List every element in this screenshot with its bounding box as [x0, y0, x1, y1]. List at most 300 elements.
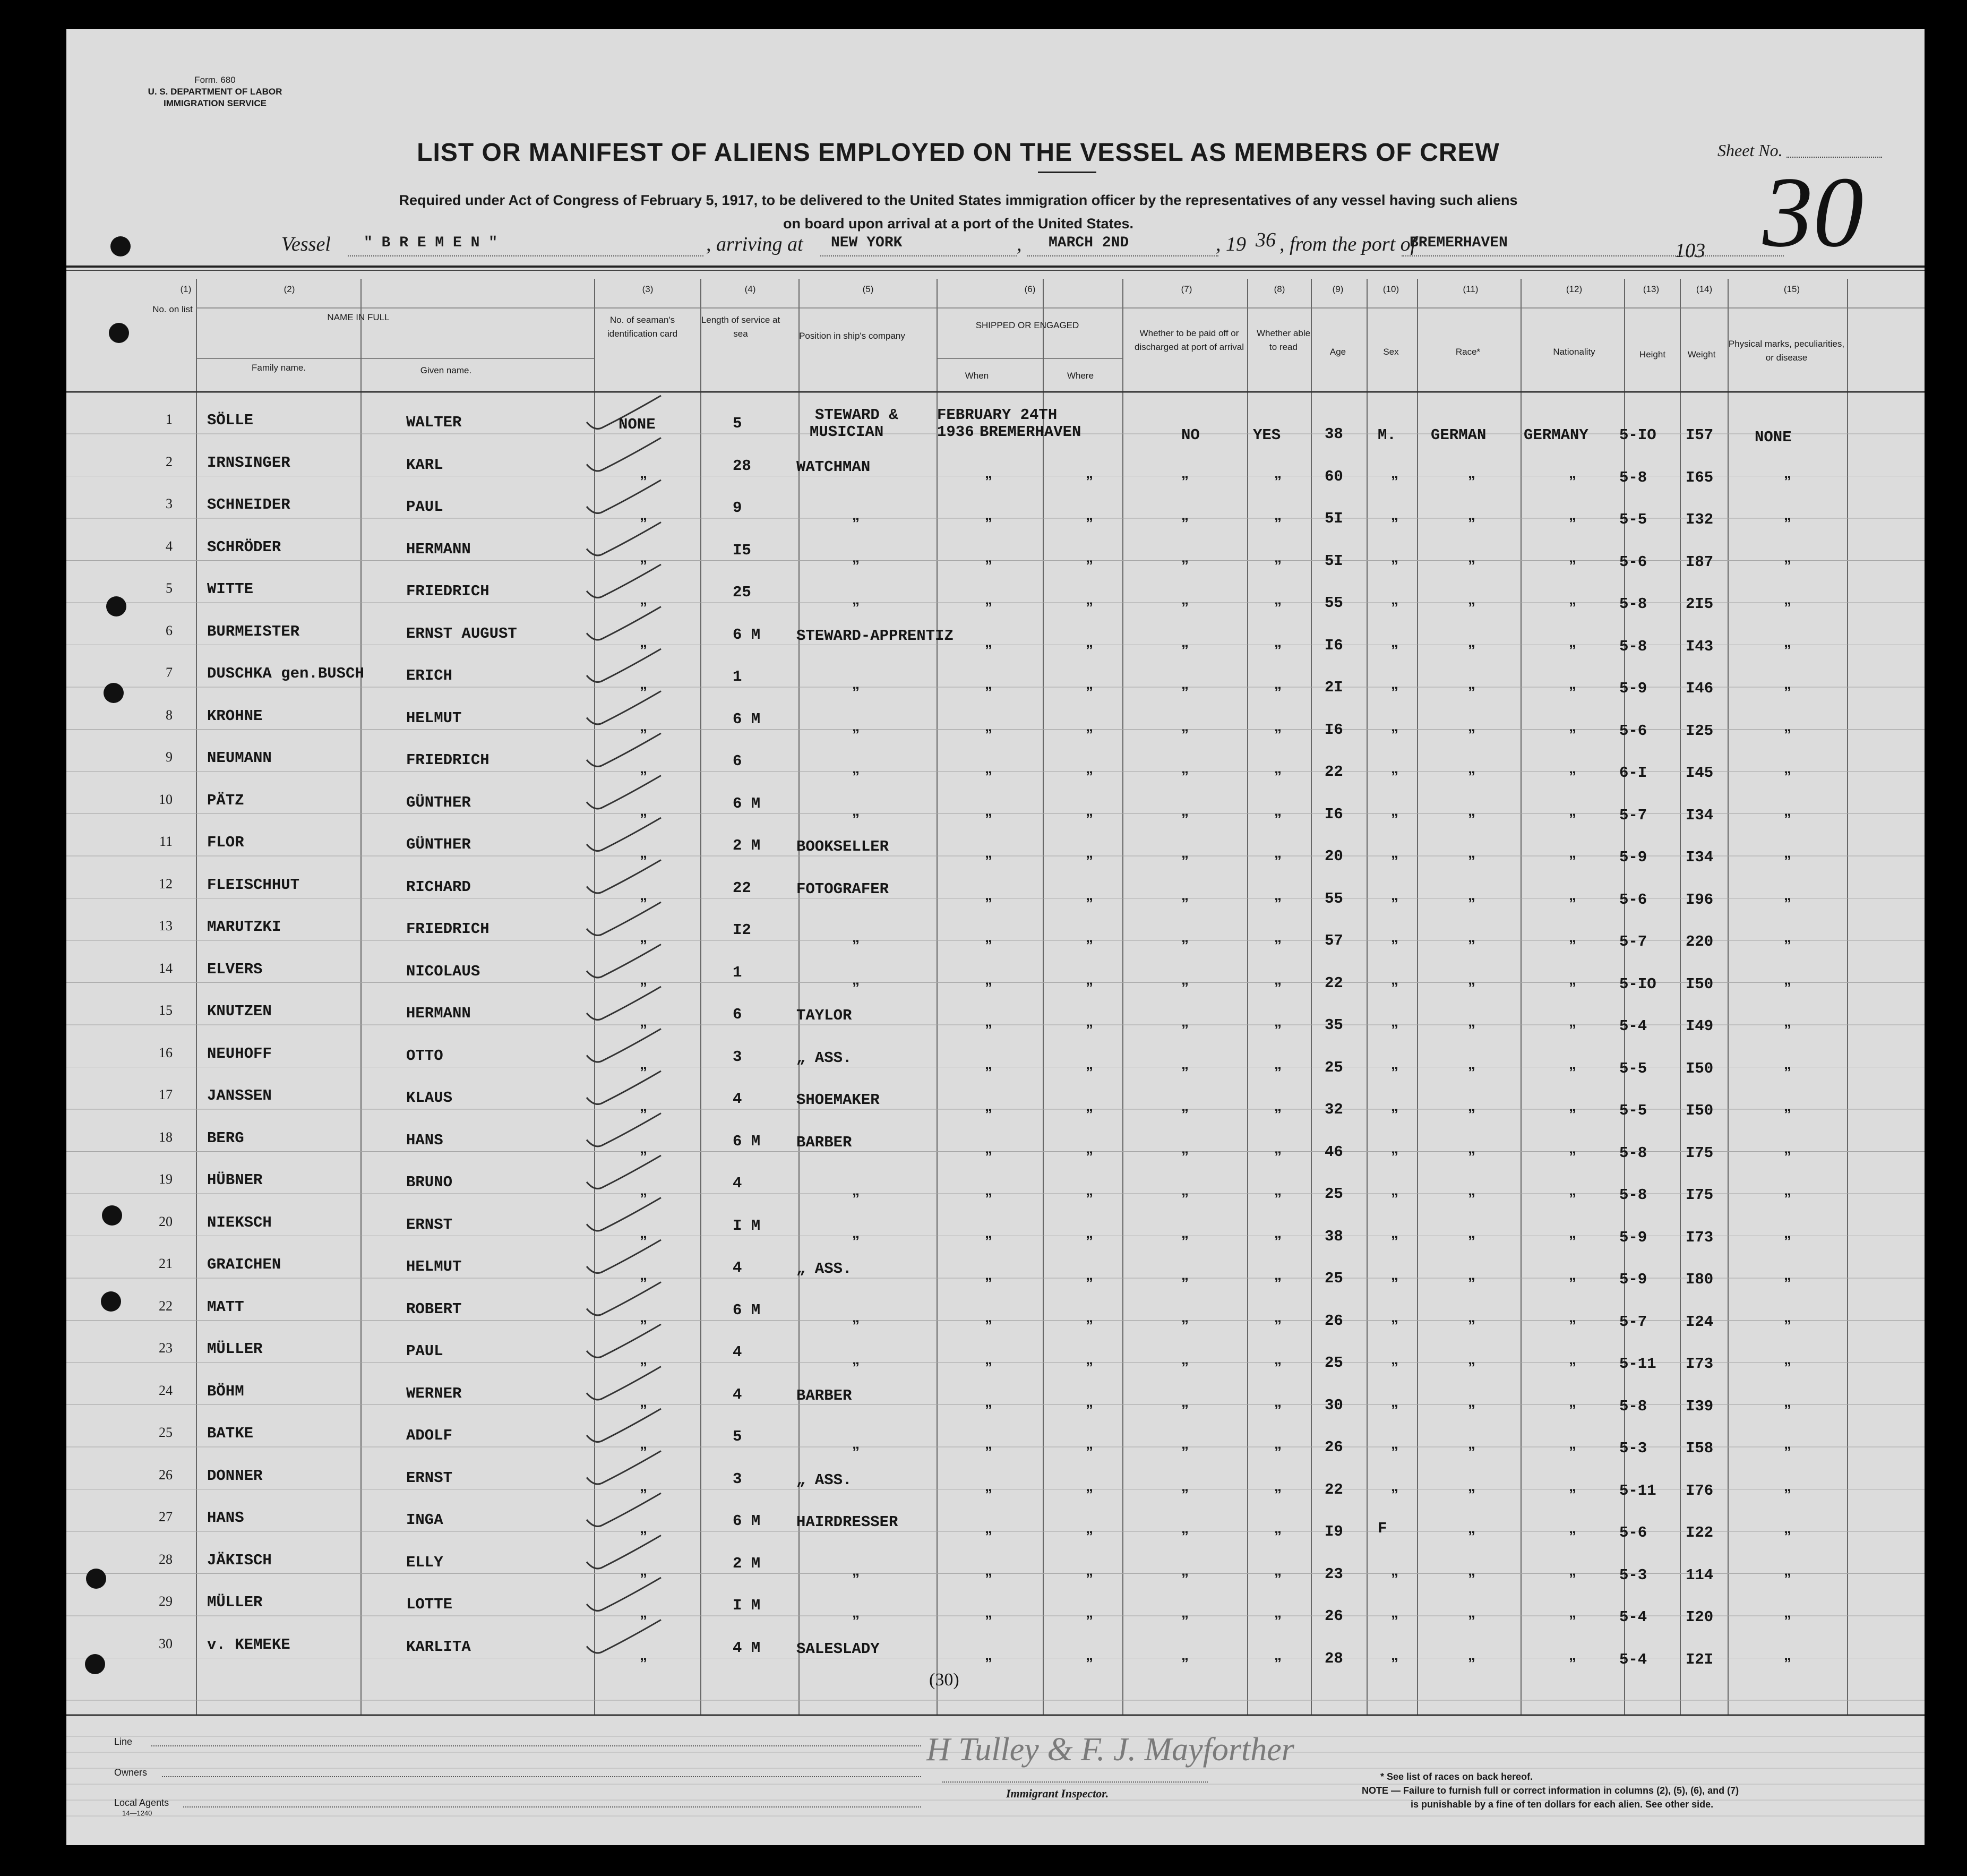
row1-physical: NONE	[1755, 429, 1792, 446]
height: 5-9	[1619, 1228, 1647, 1246]
where-ditto: „	[1086, 929, 1093, 945]
id-card-ditto: „	[640, 591, 647, 607]
height: 5-3	[1619, 1440, 1647, 1457]
paid-off-ditto: „	[1181, 1098, 1189, 1114]
row-number: 19	[159, 1171, 173, 1187]
weight: I50	[1686, 1059, 1714, 1077]
given-name: HANS	[406, 1131, 443, 1149]
height: 5-7	[1619, 1313, 1647, 1331]
race-ditto: „	[1468, 549, 1475, 566]
paid-off-ditto: „	[1181, 1308, 1189, 1325]
nationality-ditto: „	[1569, 1098, 1576, 1114]
nationality-ditto: „	[1569, 717, 1576, 734]
race-ditto: „	[1468, 717, 1475, 734]
weight: I65	[1686, 468, 1714, 486]
height: 5-8	[1619, 637, 1647, 655]
paid-off-ditto: „	[1181, 971, 1189, 988]
height: 5-9	[1619, 680, 1647, 697]
read-ditto: „	[1274, 1308, 1282, 1325]
id-card-ditto: „	[640, 1351, 647, 1367]
age: 25	[1325, 1185, 1343, 1203]
checkmark-icon	[587, 1324, 661, 1357]
where-ditto: „	[1086, 1055, 1093, 1072]
position-ditto: „	[852, 1182, 860, 1198]
id-card-ditto: „	[640, 844, 647, 861]
sex-ditto: „	[1391, 1604, 1398, 1621]
read-ditto: „	[1274, 591, 1282, 607]
sex-ditto: „	[1391, 591, 1398, 607]
physical-ditto: „	[1784, 971, 1791, 988]
age: I6	[1325, 805, 1343, 823]
checkmark-icon	[587, 902, 661, 935]
where-ditto: „	[1086, 1351, 1093, 1367]
position-ditto: „	[852, 1435, 860, 1452]
height: 6-I	[1619, 764, 1647, 782]
age: 5I	[1325, 552, 1343, 570]
vessel-name: " B R E M E N "	[364, 235, 498, 251]
age: 32	[1325, 1101, 1343, 1118]
row1-id-card: NONE	[619, 416, 656, 433]
weight: I73	[1686, 1228, 1714, 1246]
race-ditto: „	[1468, 1055, 1475, 1072]
row1-nationality: GERMANY	[1524, 426, 1588, 444]
sex-ditto: „	[1391, 549, 1398, 566]
checkmark-icon	[587, 1071, 661, 1104]
row-number: 22	[159, 1298, 173, 1314]
weight: I25	[1686, 722, 1714, 740]
subtitle-line-1: Required under Act of Congress of February 5, 1917, to be delivered to the United States immigration officer by the representatives of any vessel having such aliens	[399, 192, 1518, 208]
column-number: (12)	[1566, 284, 1583, 294]
family-name: DONNER	[207, 1467, 263, 1485]
note-label: NOTE —	[1362, 1785, 1401, 1796]
weight: I49	[1686, 1017, 1714, 1035]
weight: I73	[1686, 1355, 1714, 1373]
owners-field	[162, 1776, 921, 1777]
read-ditto: „	[1274, 1477, 1282, 1494]
weight: I24	[1686, 1313, 1714, 1331]
given-name: ERNST	[406, 1469, 453, 1487]
when-ditto: „	[985, 1140, 992, 1157]
arriving-label: , arriving at	[706, 233, 803, 255]
height: 5-11	[1619, 1481, 1656, 1500]
id-card-ditto: „	[640, 1055, 647, 1072]
sex-ditto: „	[1391, 971, 1398, 988]
position: WATCHMAN	[796, 458, 871, 476]
checkmark-icon	[587, 1029, 661, 1062]
arrival-date: MARCH 2ND	[1049, 235, 1129, 251]
race-ditto: „	[1468, 675, 1475, 692]
col-family-header: Family name.	[251, 363, 306, 373]
row-number: 5	[166, 580, 173, 596]
read-ditto: „	[1274, 1013, 1282, 1030]
read-ditto: „	[1274, 802, 1282, 819]
family-name: ELVERS	[207, 960, 263, 978]
family-name: KNUTZEN	[207, 1003, 272, 1020]
length-of-service: 3	[733, 1470, 742, 1488]
given-name: GÜNTHER	[406, 836, 471, 853]
paid-off-ditto: „	[1181, 717, 1189, 734]
row1-paid-off: NO	[1181, 426, 1200, 444]
when-ditto: „	[985, 1393, 992, 1410]
where-ditto: „	[1086, 633, 1093, 650]
row-number: 1	[166, 412, 173, 427]
length-of-service: 4	[733, 1343, 742, 1361]
position: TAYLOR	[796, 1007, 852, 1024]
checkmark-icon	[587, 607, 661, 640]
sex-ditto: „	[1391, 1646, 1398, 1663]
read-ditto: „	[1274, 886, 1282, 903]
read-ditto: „	[1274, 1224, 1282, 1241]
length-of-service: 6 M	[733, 1132, 761, 1150]
col-race-header: Race*	[1455, 347, 1481, 357]
length-of-service: 1	[733, 668, 742, 686]
family-name: v. KEMEKE	[207, 1635, 290, 1654]
nationality-ditto: „	[1569, 1308, 1576, 1325]
family-name: HÜBNER	[207, 1171, 263, 1189]
row-number: 13	[159, 918, 173, 933]
binder-hole	[104, 683, 124, 703]
position-ditto: „	[852, 929, 860, 945]
col-nationality-header: Nationality	[1553, 347, 1595, 357]
family-name: NEUMANN	[207, 749, 272, 767]
nationality-ditto: „	[1569, 1266, 1576, 1283]
length-of-service: I5	[733, 541, 751, 559]
weight: I57	[1686, 426, 1714, 444]
when-ditto: „	[985, 760, 992, 776]
position: BOOKSELLER	[796, 838, 889, 855]
physical-ditto: „	[1784, 675, 1791, 692]
paid-off-ditto: „	[1181, 1224, 1189, 1241]
when-ditto: „	[985, 633, 992, 650]
height: 5-8	[1619, 1186, 1647, 1204]
physical-ditto: „	[1784, 717, 1791, 734]
row1-when-1: FEBRUARY 24TH	[937, 406, 1058, 424]
id-card-ditto: „	[640, 633, 647, 650]
race-ditto: „	[1468, 971, 1475, 988]
given-name: BRUNO	[406, 1173, 453, 1191]
checkmark-icon	[587, 1493, 661, 1526]
race-ditto: „	[1468, 844, 1475, 861]
family-name: PÄTZ	[207, 791, 244, 809]
where-ditto: „	[1086, 760, 1093, 776]
column-number: (15)	[1783, 284, 1800, 294]
given-name: HERMANN	[406, 540, 471, 558]
position: BARBER	[796, 1133, 852, 1151]
physical-ditto: „	[1784, 1308, 1791, 1325]
position-ditto: „	[852, 802, 860, 819]
given-name: NICOLAUS	[406, 962, 480, 980]
when-ditto: „	[985, 591, 992, 607]
row-number: 29	[159, 1594, 173, 1609]
length-of-service: I2	[733, 921, 751, 939]
position-ditto: „	[852, 1308, 860, 1325]
height: 5-4	[1619, 1017, 1647, 1035]
id-card-ditto: „	[640, 1435, 647, 1452]
when-ditto: „	[985, 971, 992, 988]
height: 5-6	[1619, 890, 1647, 909]
length-of-service: 2 M	[733, 837, 761, 854]
from-label: , from the port of	[1279, 233, 1416, 255]
agents-field	[183, 1806, 921, 1808]
height: 5-6	[1619, 722, 1647, 740]
id-card-ditto: „	[640, 1520, 647, 1536]
col-paidoff-header: Whether to be paid off or discharged at port of arrival	[1135, 328, 1244, 352]
where-ditto: „	[1086, 1266, 1093, 1283]
inspector-label: Immigrant Inspector.	[1006, 1787, 1109, 1800]
where-ditto: „	[1086, 1393, 1093, 1410]
family-name: HANS	[207, 1509, 244, 1527]
weight: I75	[1686, 1186, 1714, 1204]
binder-hole	[106, 596, 126, 616]
id-card-ditto: „	[640, 1562, 647, 1579]
where-ditto: „	[1086, 1646, 1093, 1663]
col-given-header: Given name.	[420, 365, 472, 375]
where-ditto: „	[1086, 1224, 1093, 1241]
physical-ditto: „	[1784, 844, 1791, 861]
row-number: 14	[159, 960, 173, 976]
where-ditto: „	[1086, 591, 1093, 607]
height: 5-6	[1619, 553, 1647, 571]
family-name: BURMEISTER	[207, 622, 300, 640]
physical-ditto: „	[1784, 1098, 1791, 1114]
age: 22	[1325, 974, 1343, 992]
sex-ditto: „	[1391, 1140, 1398, 1157]
row1-sex: M.	[1378, 426, 1396, 444]
id-card-ditto: „	[640, 464, 647, 481]
age: 30	[1325, 1396, 1343, 1414]
read-ditto: „	[1274, 1393, 1282, 1410]
paid-off-ditto: „	[1181, 886, 1189, 903]
id-card-ditto: „	[640, 1013, 647, 1030]
row1-race: GERMAN	[1431, 426, 1487, 444]
position: BARBER	[796, 1386, 852, 1404]
age: 2I	[1325, 679, 1343, 696]
family-name: FLOR	[207, 834, 244, 851]
checkmark-icon	[587, 1282, 661, 1315]
position: „ ASS.	[796, 1260, 852, 1278]
read-ditto: „	[1274, 1140, 1282, 1157]
checkmark-icon	[587, 1198, 661, 1231]
given-name: WALTER	[406, 414, 462, 431]
id-card-ditto: „	[640, 1477, 647, 1494]
paid-off-ditto: „	[1181, 1351, 1189, 1367]
physical-ditto: „	[1784, 1140, 1791, 1157]
height: 5-8	[1619, 468, 1647, 486]
nationality-ditto: „	[1569, 1140, 1576, 1157]
family-name: KROHNE	[207, 707, 263, 725]
race-ditto: „	[1468, 1098, 1475, 1114]
row-number: 3	[166, 496, 173, 511]
read-ditto: „	[1274, 1055, 1282, 1072]
physical-ditto: „	[1784, 1520, 1791, 1536]
height: 5-4	[1619, 1650, 1647, 1668]
given-name: ERICH	[406, 667, 453, 684]
given-name: ERNST	[406, 1215, 453, 1233]
checkmark-icon	[587, 1409, 661, 1442]
race-ditto: „	[1468, 591, 1475, 607]
nationality-ditto: „	[1569, 760, 1576, 776]
id-card-ditto: „	[640, 1224, 647, 1241]
when-ditto: „	[985, 802, 992, 819]
where-ditto: „	[1086, 1477, 1093, 1494]
row1-position-1: STEWARD &	[815, 406, 898, 424]
race-ditto: „	[1468, 1266, 1475, 1283]
nationality-ditto: „	[1569, 464, 1576, 481]
physical-ditto: „	[1784, 1351, 1791, 1367]
given-name: HELMUT	[406, 1258, 462, 1275]
physical-ditto: „	[1784, 1562, 1791, 1579]
row-number: 10	[159, 791, 173, 807]
read-ditto: „	[1274, 717, 1282, 734]
paid-off-ditto: „	[1181, 844, 1189, 861]
id-card-ditto: „	[640, 971, 647, 988]
race-ditto: „	[1468, 1393, 1475, 1410]
id-card-ditto: „	[640, 760, 647, 776]
physical-ditto: „	[1784, 1477, 1791, 1494]
nationality-ditto: „	[1569, 549, 1576, 566]
weight: I50	[1686, 975, 1714, 993]
weight: I34	[1686, 806, 1714, 824]
read-ditto: „	[1274, 971, 1282, 988]
binder-hole	[102, 1205, 122, 1226]
physical-ditto: „	[1784, 633, 1791, 650]
age: 26	[1325, 1438, 1343, 1456]
race-ditto: „	[1468, 633, 1475, 650]
length-of-service: 25	[733, 584, 751, 601]
when-ditto: „	[985, 1098, 992, 1114]
checkmark-icon	[587, 649, 661, 682]
height: 5-8	[1619, 1397, 1647, 1415]
physical-ditto: „	[1784, 886, 1791, 903]
given-name: ROBERT	[406, 1300, 462, 1318]
service: IMMIGRATION SERVICE	[164, 98, 267, 108]
col-id-header: No. of seaman's identification card	[607, 315, 678, 339]
where-ditto: „	[1086, 1562, 1093, 1579]
where-ditto: „	[1086, 1604, 1093, 1621]
physical-ditto: „	[1784, 929, 1791, 945]
paid-off-ditto: „	[1181, 1182, 1189, 1198]
position: „ ASS.	[796, 1049, 852, 1067]
length-of-service: 4	[733, 1175, 742, 1192]
length-of-service: 4	[733, 1090, 742, 1108]
length-of-service: 6	[733, 1006, 742, 1023]
race-ditto: „	[1468, 1140, 1475, 1157]
binder-hole	[101, 1291, 121, 1312]
given-name: KLAUS	[406, 1089, 453, 1107]
physical-ditto: „	[1784, 1182, 1791, 1198]
position: SALESLADY	[796, 1640, 880, 1658]
line-label: Line	[114, 1736, 133, 1747]
physical-ditto: „	[1784, 1055, 1791, 1072]
checkmark-icon	[587, 1155, 661, 1188]
binder-hole	[85, 1654, 105, 1674]
age: 38	[1325, 425, 1343, 443]
race-ditto: „	[1468, 760, 1475, 776]
nationality-ditto: „	[1569, 1013, 1576, 1030]
weight: I96	[1686, 890, 1714, 909]
race-ditto: „	[1468, 929, 1475, 945]
column-number: (9)	[1332, 284, 1344, 294]
col-height-header: Height	[1639, 349, 1666, 359]
age: 25	[1325, 1058, 1343, 1076]
weight: I76	[1686, 1481, 1714, 1500]
family-name: SCHNEIDER	[207, 496, 290, 513]
position-ditto: „	[852, 1351, 860, 1367]
checkmark-icon	[587, 1367, 661, 1400]
sex-ditto: „	[1391, 1562, 1398, 1579]
where-ditto: „	[1086, 1182, 1093, 1198]
physical-ditto: „	[1784, 464, 1791, 481]
owners-label: Owners	[114, 1767, 148, 1778]
given-name: LOTTE	[406, 1596, 453, 1613]
weight: 220	[1686, 933, 1714, 950]
column-number: (4)	[744, 284, 756, 294]
agents-label: Local Agents	[114, 1797, 169, 1808]
col-sex-header: Sex	[1383, 347, 1399, 357]
position-ditto: „	[852, 675, 860, 692]
read-ditto: „	[1274, 1520, 1282, 1536]
checkmark-icon	[587, 1240, 661, 1273]
row-number: 17	[159, 1087, 173, 1102]
given-name: INGA	[406, 1511, 443, 1529]
nationality-ditto: „	[1569, 1055, 1576, 1072]
paid-off-ditto: „	[1181, 802, 1189, 819]
sex-ditto: „	[1391, 1055, 1398, 1072]
when-ditto: „	[985, 549, 992, 566]
weight: I75	[1686, 1144, 1714, 1162]
row-number: 8	[166, 707, 173, 723]
row-number: 11	[159, 834, 173, 849]
physical-ditto: „	[1784, 760, 1791, 776]
column-number: (6)	[1024, 284, 1036, 294]
binder-hole	[86, 1569, 106, 1589]
read-ditto: „	[1274, 1604, 1282, 1621]
arriving-port: NEW YORK	[831, 235, 903, 251]
nationality-ditto: „	[1569, 1604, 1576, 1621]
id-card-ditto: „	[640, 507, 647, 523]
nationality-ditto: „	[1569, 1182, 1576, 1198]
col-name-header: NAME IN FULL	[327, 312, 390, 322]
col-weight-header: Weight	[1687, 349, 1716, 359]
form-number: Form. 680	[194, 75, 236, 85]
paid-off-ditto: „	[1181, 675, 1189, 692]
race-ditto: „	[1468, 802, 1475, 819]
position-ditto: „	[852, 1604, 860, 1621]
height: 5-7	[1619, 933, 1647, 950]
family-name: BERG	[207, 1129, 244, 1147]
vessel-label: Vessel	[281, 233, 331, 255]
sex-ditto: „	[1391, 633, 1398, 650]
nationality-ditto: „	[1569, 675, 1576, 692]
when-ditto: „	[985, 1604, 992, 1621]
paid-off-ditto: „	[1181, 1013, 1189, 1030]
read-ditto: „	[1274, 549, 1282, 566]
id-card-ditto: „	[640, 1140, 647, 1157]
sex-ditto: „	[1391, 1182, 1398, 1198]
length-of-service: 4	[733, 1259, 742, 1277]
nationality-ditto: „	[1569, 971, 1576, 988]
race-ditto: „	[1468, 1646, 1475, 1663]
sex-ditto: „	[1391, 1224, 1398, 1241]
paid-off-ditto: „	[1181, 1055, 1189, 1072]
length-of-service: 6 M	[733, 1512, 761, 1530]
race-ditto: „	[1468, 1182, 1475, 1198]
race-ditto: „	[1468, 1013, 1475, 1030]
age: 55	[1325, 889, 1343, 907]
where-ditto: „	[1086, 1520, 1093, 1536]
family-name: SÖLLE	[207, 412, 254, 429]
read-ditto: „	[1274, 633, 1282, 650]
